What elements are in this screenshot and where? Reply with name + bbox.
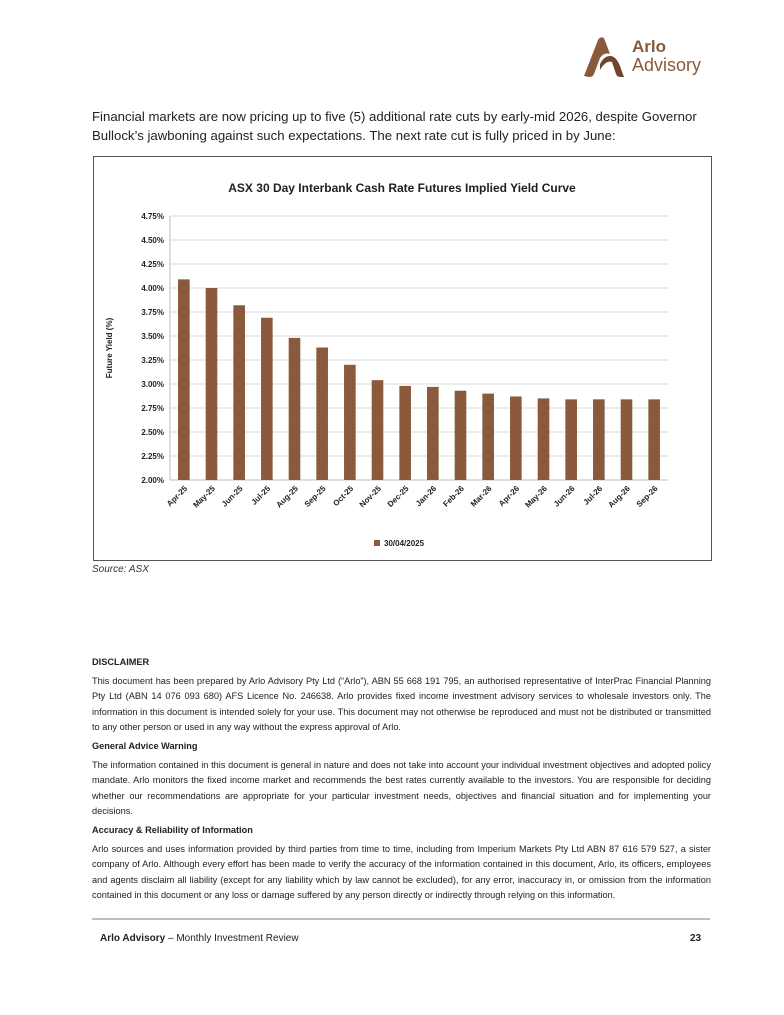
- x-tick-label: Oct-25: [331, 484, 356, 509]
- general-advice-heading: General Advice Warning: [92, 741, 198, 752]
- bar-dec-25: [399, 386, 411, 480]
- x-tick-label: Jan-26: [413, 484, 439, 509]
- intro-paragraph: Financial markets are now pricing up to five (5) additional rate cuts by early-mid 2026, despite Governor Bullock’s jawboning against such expectations. The next rate cut is fully priced in by June:: [92, 109, 697, 143]
- x-tick-label: Jul-25: [249, 484, 273, 507]
- footer-publication: – Monthly Investment Review: [165, 933, 299, 944]
- chart-title: ASX 30 Day Interbank Cash Rate Futures Implied Yield Curve: [228, 181, 576, 195]
- y-axis-label: Future Yield (%): [105, 317, 114, 379]
- y-tick-label: 2.00%: [141, 476, 164, 485]
- bar-jun-25: [233, 305, 245, 480]
- bar-may-26: [538, 398, 550, 480]
- logo-text-advisory: Advisory: [632, 55, 702, 75]
- x-tick-label: Nov-25: [357, 484, 383, 510]
- x-tick-label: Sep-25: [302, 484, 328, 509]
- bar-apr-25: [178, 279, 190, 480]
- legend-swatch: [374, 540, 380, 546]
- bar-mar-26: [482, 394, 494, 480]
- y-tick-label: 3.50%: [141, 332, 164, 341]
- x-tick-label: Apr-26: [496, 484, 522, 509]
- x-tick-label: Jun-26: [551, 484, 577, 509]
- x-tick-label: Aug-26: [606, 484, 632, 510]
- y-tick-label: 3.75%: [141, 308, 164, 317]
- x-tick-label: Dec-25: [385, 484, 411, 509]
- footer-title: [100, 933, 299, 944]
- disclaimer-body: This document has been prepared by Arlo Advisory Pty Ltd (“Arlo”), ABN 55 668 191 795, an authorised representative of InterPrac Financial Planning Pty Ltd (ABN 14 076 093 680) AFS Licence No. 246638. Arlo provides fixed income investment advisory services to wholesale investors only. The information in this document is intended solely for your use. This document may not otherwise be reproduced and must not be distributed or transmitted to any other person or used in any way without the express approval of Arlo.: [92, 676, 711, 732]
- arlo-logo-icon: [582, 36, 628, 78]
- x-tick-label: Mar-26: [468, 484, 494, 509]
- bar-sep-25: [316, 348, 328, 480]
- page-number: 23: [690, 933, 702, 944]
- bar-nov-25: [372, 380, 384, 480]
- legend-label: 30/04/2025: [384, 539, 425, 548]
- bar-apr-26: [510, 396, 522, 480]
- bar-jun-26: [565, 399, 577, 480]
- bar-sep-26: [648, 399, 660, 480]
- footer-brand: Arlo Advisory: [100, 933, 166, 944]
- x-tick-label: May-26: [523, 484, 549, 510]
- y-tick-label: 4.75%: [141, 212, 164, 221]
- x-tick-label: Aug-25: [274, 484, 300, 510]
- accuracy-heading: Accuracy & Reliability of Information: [92, 825, 253, 836]
- x-tick-label: Feb-26: [441, 484, 466, 509]
- footer-divider: [92, 918, 710, 920]
- x-tick-label: Jul-26: [581, 484, 605, 507]
- y-tick-label: 2.50%: [141, 428, 164, 437]
- chart-source: Source: ASX: [92, 564, 149, 575]
- x-tick-label: Apr-25: [164, 484, 190, 509]
- bar-jan-26: [427, 387, 439, 480]
- bar-aug-26: [621, 399, 633, 480]
- y-tick-label: 3.00%: [141, 380, 164, 389]
- x-tick-label: Sep-26: [634, 484, 660, 509]
- y-tick-label: 4.25%: [141, 260, 164, 269]
- x-tick-label: May-25: [191, 484, 217, 510]
- y-tick-label: 4.50%: [141, 236, 164, 245]
- disclaimer-section: [92, 655, 711, 907]
- y-tick-label: 2.25%: [141, 452, 164, 461]
- general-advice-body: The information contained in this document is general in nature and does not take into account your individual investment objectives and adopted policy mandate. Arlo monitors the fixed income market and recommends the best rates currently available to the investors. You are responsible for deciding whether our recommendations are appropriate for your particular investment needs, objectives and financial situation and for implementing your decisions.: [92, 760, 711, 816]
- bar-jul-26: [593, 399, 605, 480]
- disclaimer-heading: DISCLAIMER: [92, 657, 150, 667]
- arlo-logo: [582, 36, 712, 80]
- x-tick-label: Jun-25: [219, 484, 245, 509]
- bar-may-25: [206, 288, 218, 480]
- y-tick-label: 4.00%: [141, 284, 164, 293]
- bar-aug-25: [289, 338, 301, 480]
- y-tick-label: 2.75%: [141, 404, 164, 413]
- accuracy-body: Arlo sources and uses information provided by third parties from time to time, including from Imperium Markets Pty Ltd ABN 87 616 579 527, a sister company of Arlo. Although every effort has been made to verify the accuracy of the information contained in this document, Arlo, its officers, employees and agents disclaim all liability (except for any liability which by law cannot be excluded), for any error, inaccuracy in, or omission from the information contained in this document or any loss or damage suffered by any person directly or indirectly through relying on this information.: [92, 844, 711, 900]
- bar-feb-26: [455, 391, 467, 480]
- bar-jul-25: [261, 318, 273, 480]
- logo-text-arlo: Arlo: [632, 37, 666, 56]
- bar-oct-25: [344, 365, 356, 480]
- yield-curve-chart: [93, 156, 712, 561]
- chart-svg: [94, 157, 711, 560]
- y-tick-label: 3.25%: [141, 356, 164, 365]
